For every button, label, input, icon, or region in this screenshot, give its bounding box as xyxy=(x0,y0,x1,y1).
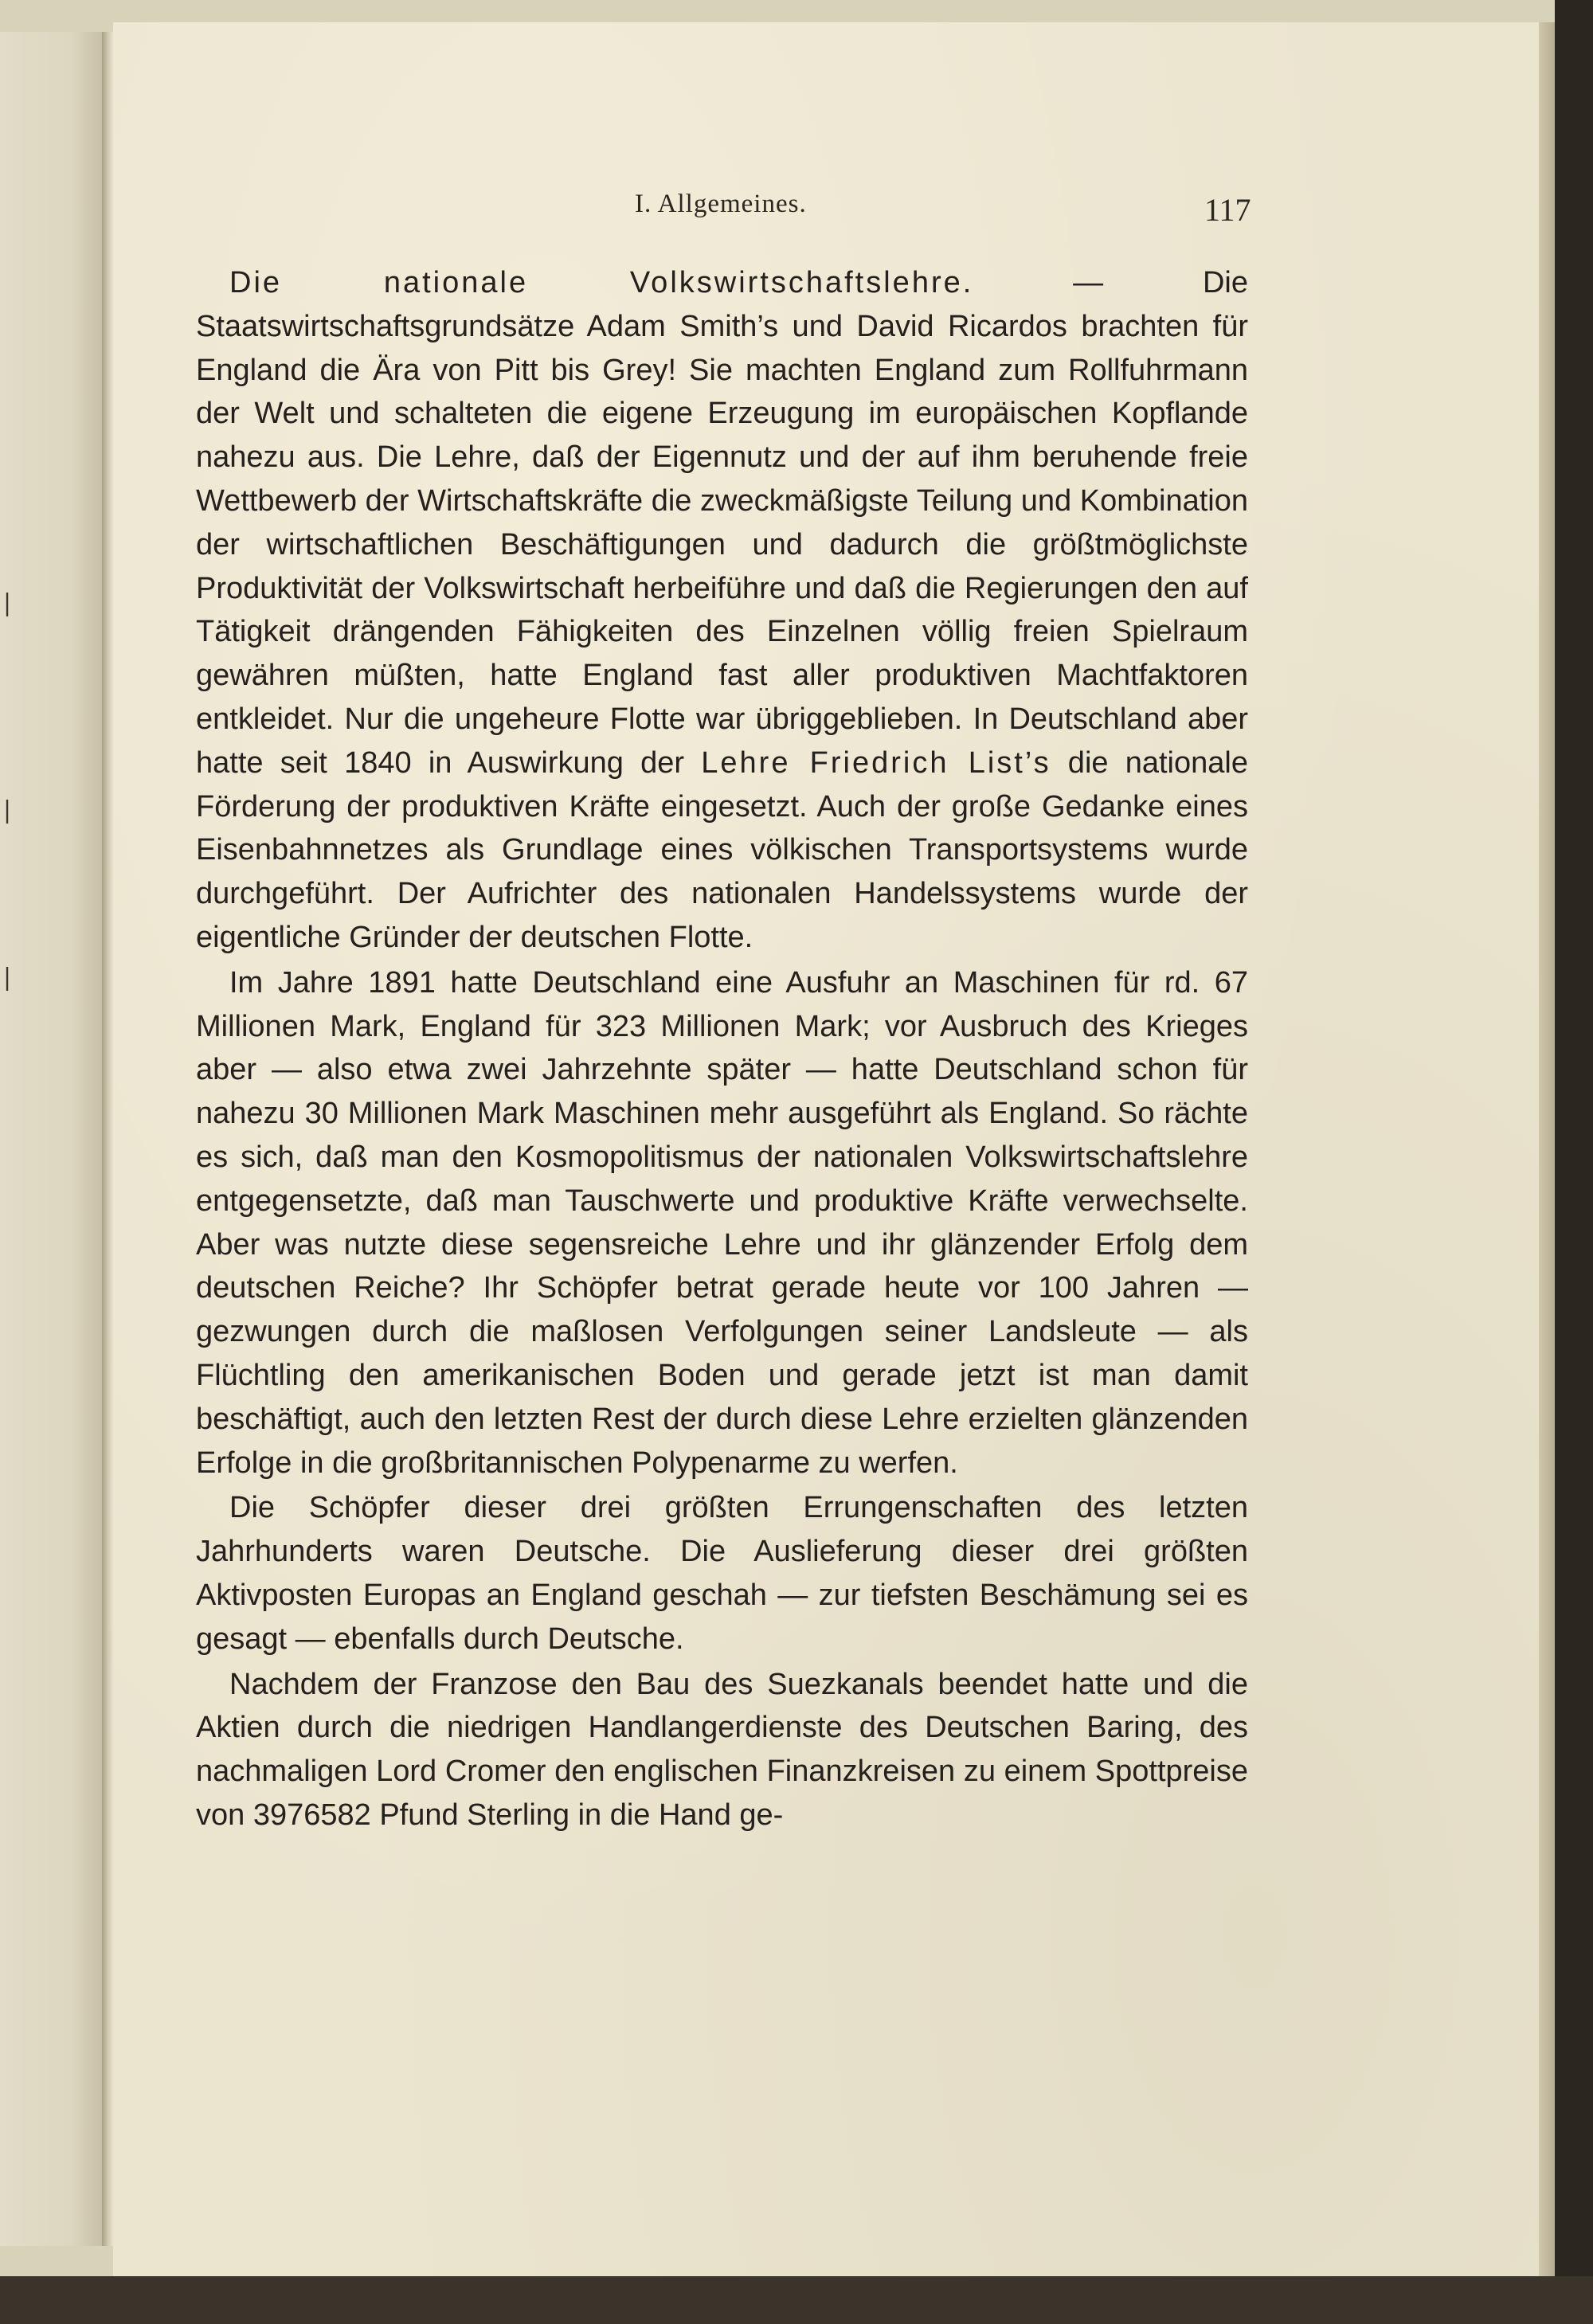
book-gutter xyxy=(102,32,113,2246)
running-head: I. Allgemeines. xyxy=(635,190,807,218)
paragraph-text: Die Schöpfer dieser drei größten Errungenschaften des letzten Jahrhunderts waren Deutsche. Die Auslieferung dieser drei größten Aktivposten Europas an England geschah — zur tiefsten Beschämung sei es gesagt — ebenfalls durch Deutsche. xyxy=(196,1491,1248,1656)
body-text xyxy=(196,261,1248,1837)
paragraph-text: die nationale Förderung der produktiven Kräfte eingesetzt. Auch der große Gedanke eines Eisenbahnnetzes als Grundlage eines völkischen Transportsystems wurde durchgeführt. Der Aufrichter des nationalen Handelssystems wurde der eigentliche Gründer der deutschen Flotte. xyxy=(196,745,1248,954)
paragraph xyxy=(196,961,1248,1485)
section-heading: Die nationale Volkswirtschaftslehre. xyxy=(229,266,974,299)
facing-page-mark: | xyxy=(3,796,12,824)
paragraph xyxy=(196,1486,1248,1661)
paragraph-text: Im Jahre 1891 hatte Deutschland eine Ausfuhr an Maschinen für rd. 67 Millionen Mark, England für 323 Millionen Mark; vor Ausbruch des Krieges aber — also etwa zwei Jahrzehnte später — hatte Deutschland schon für nahezu 30 Millionen Mark Maschinen mehr ausgeführt als England. So rächte es sich, daß man den Kosmopolitismus der nationalen Volkswirtschaftslehre entgegensetzte, daß man Tauschwerte und produktive Kräfte verwechselte. Aber was nutzte diese segensreiche Lehre und ihr glänzender Erfolg dem deutschen Reiche? Ihr Schöpfer betrat gerade heute vor 100 Jahren — gezwungen durch die maßlosen Verfolgungen seiner Landsleute — als Flüchtling den amerikanischen Boden und gerade jetzt ist man damit beschäftigt, auch den letzten Rest der durch diese Lehre erzielten glänzenden Erfolge in die großbritannischen Polypenarme zu werfen. xyxy=(196,965,1248,1480)
paragraph xyxy=(196,1663,1248,1837)
facing-page-edge xyxy=(0,32,102,2246)
page-edge xyxy=(1539,22,1555,2276)
page-number: 117 xyxy=(1204,192,1251,228)
facing-page-mark: | xyxy=(3,964,12,992)
emphasized-name: Lehre Friedrich List’s xyxy=(701,745,1051,780)
facing-page-marks xyxy=(0,32,32,2246)
paragraph-text: Nachdem der Franzose den Bau des Suezkanals beendet hatte und die Aktien durch die niedrigen Handlangerdienste des Deutschen Baring, des nachmaligen Lord Cromer den englischen Finanzkreisen zu einem Spottpreise von 3976582 Pfund Sterling in die Hand ge- xyxy=(196,1667,1248,1832)
scan-border-right xyxy=(1555,0,1593,2324)
paragraph xyxy=(196,261,1248,960)
paragraph-text: — Die Staatswirtschaftsgrundsätze Adam Smith’s und David Ricardos brachten für England die Ära von Pitt bis Grey! Sie machten England zum Rollfuhrmann der Welt und schalteten die eigene Erzeugung im europäischen Kopflande nahezu aus. Die Lehre, daß der Eigennutz und der auf ihm beruhende freie Wettbewerb der Wirtschaftskräfte die zweckmäßigste Teilung und Kombination der wirtschaftlichen Beschäftigungen und dadurch die größtmöglichste Produktivität der Volkswirtschaft herbeiführe und daß die Regierungen den auf Tätigkeit drängenden Fähigkeiten des Einzelnen völlig freien Spielraum gewähren müßten, hatte England fast aller produktiven Machtfaktoren entkleidet. Nur die ungeheure Flotte war übriggeblieben. In Deutschland aber hatte seit 1840 in Auswirkung der xyxy=(196,266,1248,780)
facing-page-mark: | xyxy=(3,589,12,617)
scan-border-bottom xyxy=(0,2276,1593,2324)
